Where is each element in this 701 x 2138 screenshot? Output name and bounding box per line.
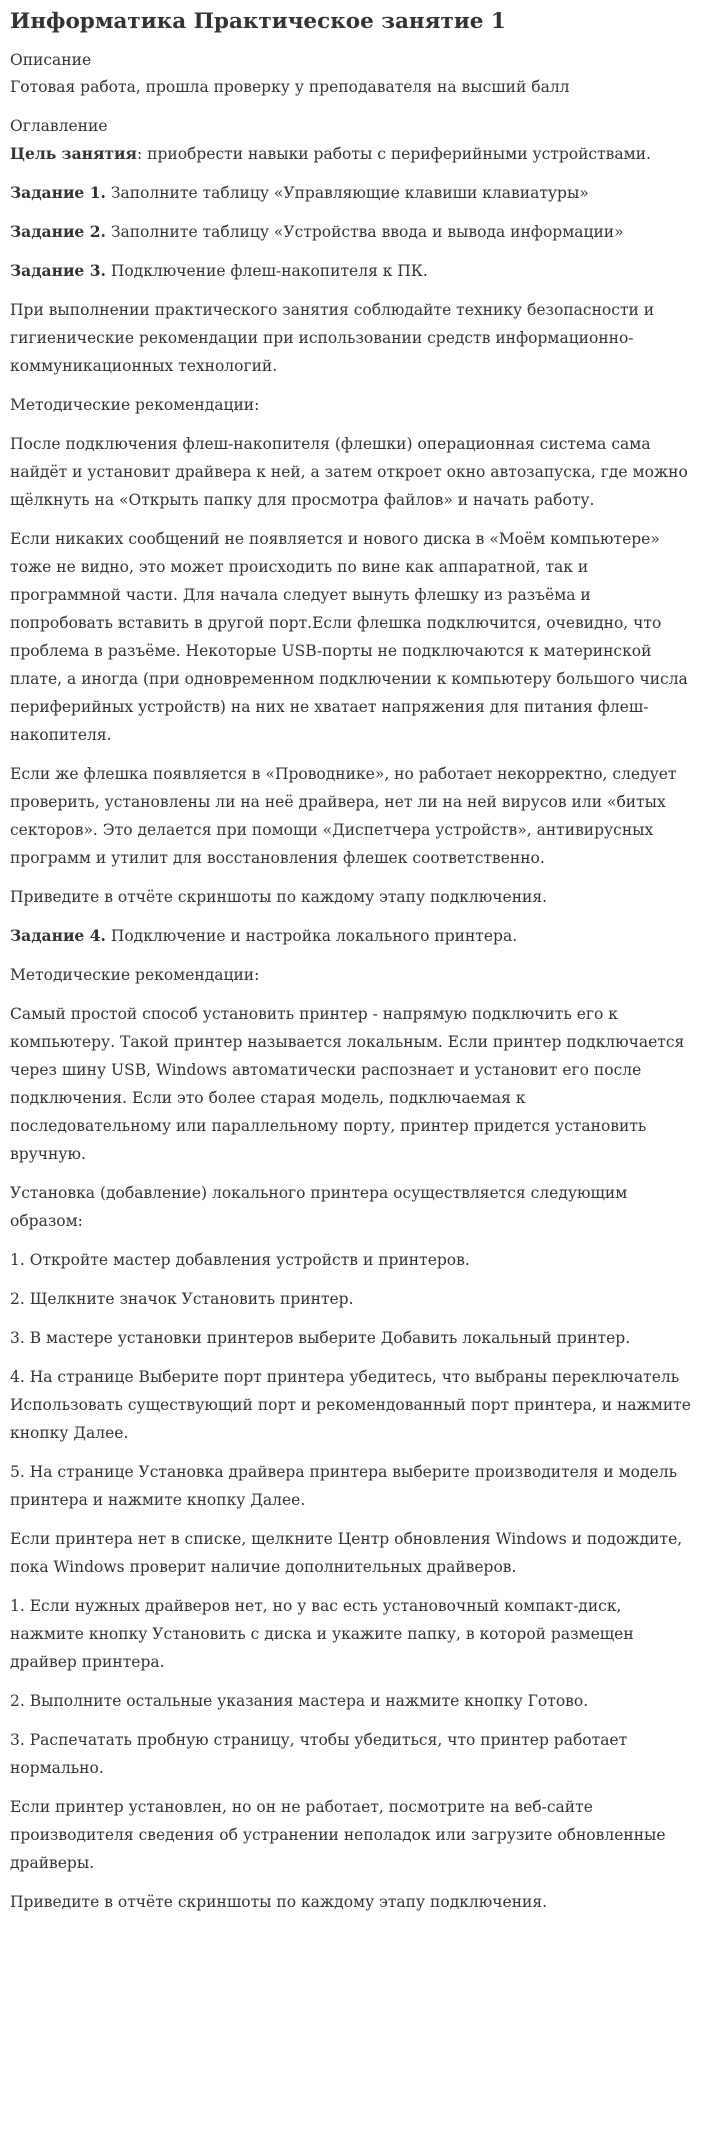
paragraph xyxy=(10,1285,691,1313)
paragraph xyxy=(10,883,691,911)
task-label: Задание 4. xyxy=(10,926,106,945)
paragraph-text: 5. На странице Установка драйвера принтера выберите производителя и модель принтера и нажмите кнопку Далее. xyxy=(10,1463,678,1509)
description-label: Описание xyxy=(10,51,92,69)
paragraph xyxy=(10,1592,691,1676)
toc-label: Оглавление xyxy=(10,117,108,135)
paragraph xyxy=(10,296,691,380)
paragraph xyxy=(10,1246,691,1274)
paragraph-text: Приведите в отчёте скриншоты по каждому этапу подключения. xyxy=(10,1893,548,1911)
paragraph xyxy=(10,525,691,749)
paragraph xyxy=(10,1000,691,1168)
paragraph xyxy=(10,1525,691,1581)
paragraph-text: После подключения флеш-накопителя (флешки) операционная система сама найдёт и установит драйвера к ней, а затем откроет окно автозапуска, где можно щёлкнуть на «Открыть папку для просмотра файлов» и начать работу. xyxy=(10,435,688,509)
paragraph xyxy=(10,1324,691,1352)
task-label: Задание 2. xyxy=(10,222,106,241)
paragraph-text: Если никаких сообщений не появляется и нового диска в «Моём компьютере» тоже не видно, это может происходить по вине как аппаратной, так и программной части. Для начала следует вынуть флешку из разъёма и попробовать вставить в другой порт.Если флешка подключится, очевидно, что проблема в разъёме. Некоторые USB-порты не подключаются к материнской плате, а иногда (при одновременном подключении к компьютеру большого числа периферийных устройств) на них не хватает напряжения для питания флеш-накопителя. xyxy=(10,530,688,744)
paragraph xyxy=(10,391,691,419)
paragraph xyxy=(10,922,691,950)
paragraph xyxy=(10,1726,691,1782)
paragraph-text: 3. Распечатать пробную страницу, чтобы убедиться, что принтер работает нормально. xyxy=(10,1731,628,1777)
paragraph-text: 2. Выполните остальные указания мастера и нажмите кнопку Готово. xyxy=(10,1692,589,1710)
paragraph-text: Если же флешка появляется в «Проводнике», но работает некорректно, следует проверить, установлены ли на неё драйвера, нет ли на ней вирусов или «битых секторов». Это делается при помощи «Диспетчера устройств», антивирусных программ и утилит для восстановления флешек соответственно. xyxy=(10,765,677,867)
paragraph-text: Если принтера нет в списке, щелкните Центр обновления Windows и подождите, пока Windows проверит наличие дополнительных драйверов. xyxy=(10,1530,683,1576)
goal-paragraph xyxy=(10,140,691,168)
page-title: Информатика Практическое занятие 1 xyxy=(10,9,506,34)
goal-text: : приобрести навыки работы с периферийными устройствами. xyxy=(136,145,651,163)
paragraph xyxy=(10,1363,691,1447)
task-label: Задание 3. xyxy=(10,261,106,280)
paragraph xyxy=(10,1687,691,1715)
paragraph-text: Методические рекомендации: xyxy=(10,396,260,414)
paragraph xyxy=(10,218,691,246)
paragraph xyxy=(10,179,691,207)
paragraph-text: Подключение флеш-накопителя к ПК. xyxy=(105,262,428,280)
paragraph xyxy=(10,961,691,989)
paragraph-text: При выполнении практического занятия соблюдайте технику безопасности и гигиенические рекомендации при использовании средств информационно-коммуникационных технологий. xyxy=(10,301,655,375)
paragraph-text: Установка (добавление) локального принтера осуществляется следующим образом: xyxy=(10,1184,628,1230)
paragraph-text: Самый простой способ установить принтер - напрямую подключить его к компьютеру. Такой принтер называется локальным. Если принтер подключается через шину USB, Windows автоматически распознает и установит его после подключения. Если это более старая модель, подключаемая к последовательному или параллельному порту, принтер придется установить вручную. xyxy=(10,1005,685,1163)
body-paragraphs xyxy=(10,179,691,1916)
paragraph xyxy=(10,760,691,872)
task-label: Задание 1. xyxy=(10,183,106,202)
paragraph xyxy=(10,430,691,514)
paragraph-text: 1. Откройте мастер добавления устройств и принтеров. xyxy=(10,1251,470,1269)
description-text: Готовая работа, прошла проверку у преподавателя на высший балл xyxy=(10,78,570,96)
paragraph xyxy=(10,1179,691,1235)
paragraph-text: 4. На странице Выберите порт принтера убедитесь, что выбраны переключатель Использовать существующий порт и рекомендованный порт принтера, и нажмите кнопку Далее. xyxy=(10,1368,691,1442)
paragraph-text: Приведите в отчёте скриншоты по каждому этапу подключения. xyxy=(10,888,548,906)
paragraph xyxy=(10,1793,691,1877)
paragraph xyxy=(10,1458,691,1514)
paragraph xyxy=(10,257,691,285)
paragraph xyxy=(10,1888,691,1916)
paragraph-text: Подключение и настройка локального принтера. xyxy=(105,927,518,945)
paragraph-text: Если принтер установлен, но он не работает, посмотрите на веб-сайте производителя сведения об устранении неполадок или загрузите обновленные драйверы. xyxy=(10,1798,666,1872)
paragraph-text: Заполните таблицу «Управляющие клавиши клавиатуры» xyxy=(105,184,589,202)
goal-label: Цель занятия xyxy=(10,144,137,163)
paragraph-text: 3. В мастере установки принтеров выберите Добавить локальный принтер. xyxy=(10,1329,631,1347)
paragraph-text: Заполните таблицу «Устройства ввода и вывода информации» xyxy=(105,223,624,241)
paragraph-text: 1. Если нужных драйверов нет, но у вас есть установочный компакт-диск, нажмите кнопку Установить с диска и укажите папку, в которой размещен драйвер принтера. xyxy=(10,1597,634,1671)
paragraph-text: 2. Щелкните значок Установить принтер. xyxy=(10,1290,354,1308)
paragraph-text: Методические рекомендации: xyxy=(10,966,260,984)
